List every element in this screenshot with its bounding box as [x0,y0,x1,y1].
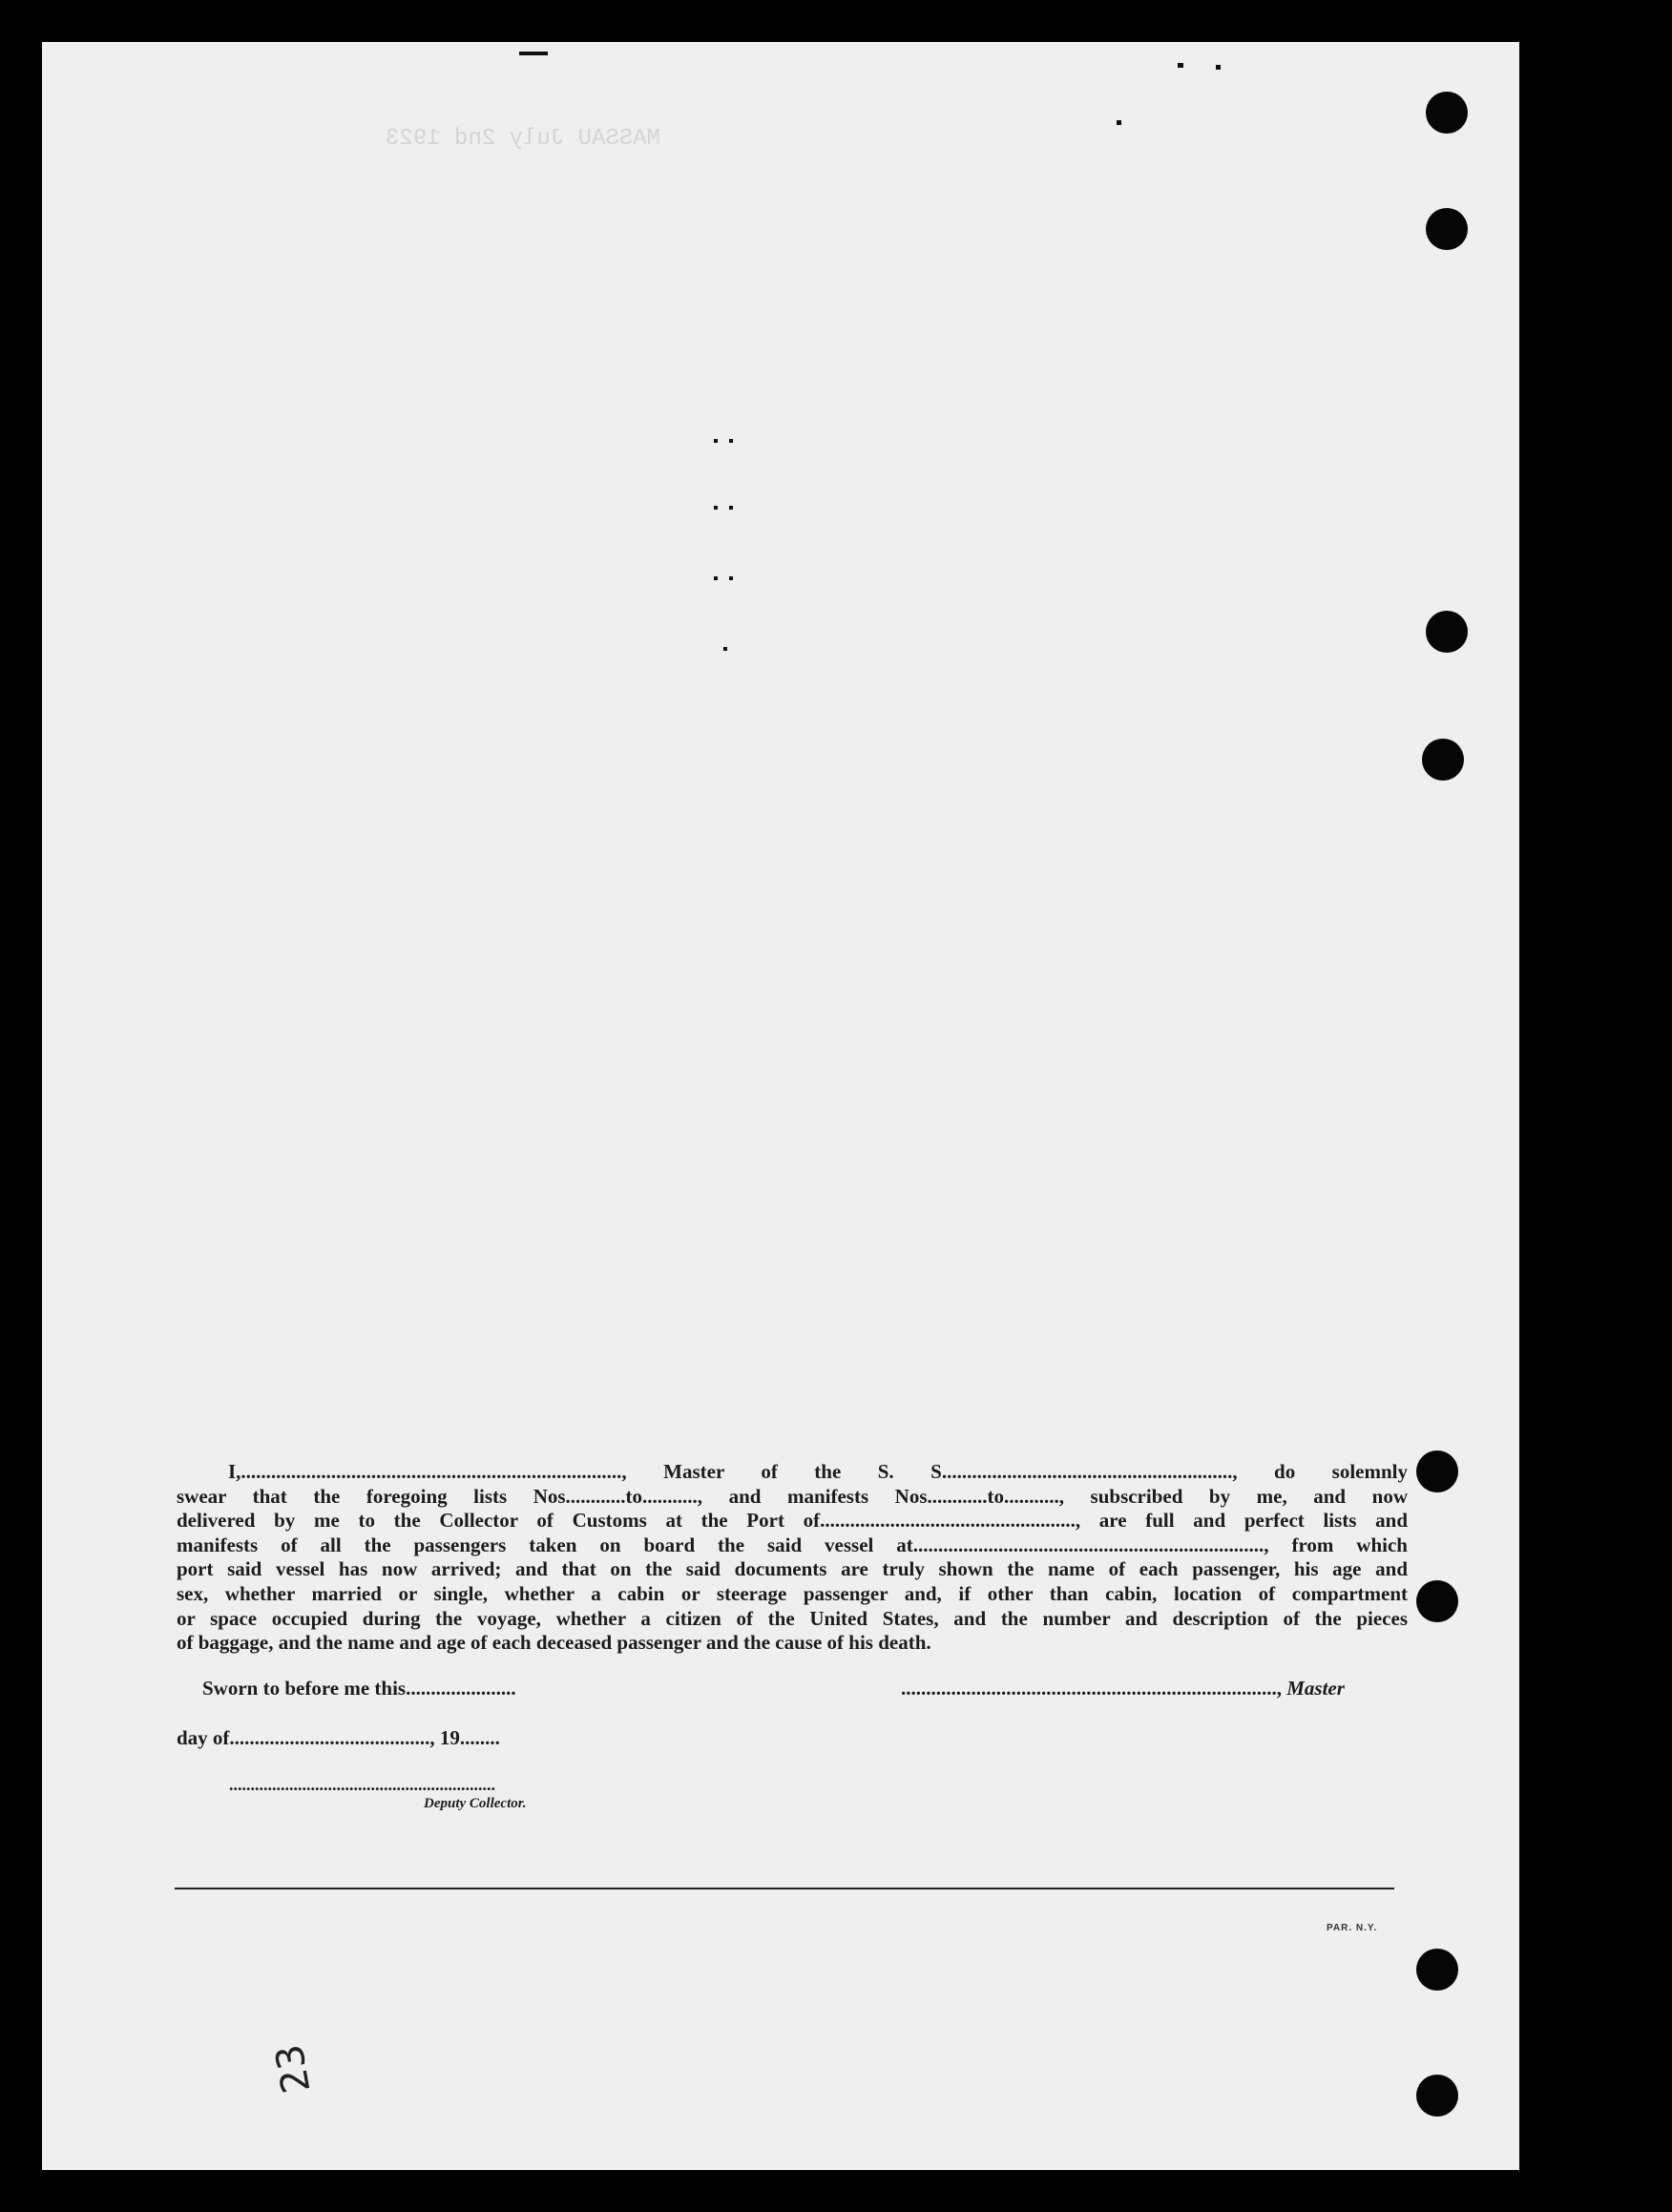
sworn-line: Sworn to before me this...................... [202,1677,516,1700]
punch-hole [1416,2075,1458,2117]
ink-speck [1216,65,1221,70]
punch-hole [1426,208,1468,250]
printer-mark: PAR. N.Y. [1327,1923,1378,1933]
ink-speck [1117,120,1121,125]
master-signature-dots: ..........................................................................., [901,1677,1282,1700]
punch-hole [1426,611,1468,653]
ink-speck [729,506,733,510]
ink-speck [1178,63,1183,68]
oath-line: sex, whether married or single, whether a cabin or steerage passenger and, if other than cabin, location of compartment [177,1581,1408,1605]
oath-line: port said vessel has now arrived; and that on the said documents are truly shown the name of each passenger, his age and [177,1557,1408,1581]
handwritten-number: 23 [267,2040,320,2097]
ink-speck [714,576,718,580]
ink-speck [729,439,733,443]
horizontal-rule [175,1888,1394,1889]
oath-line: manifests of all the passengers taken on board the said vessel at......................................................................, from which [177,1533,1408,1556]
ink-speck [714,439,718,443]
document-page [42,42,1519,2170]
day-of-line: day of........................................, 19........ [177,1726,500,1749]
ink-speck [729,576,733,580]
deputy-collector-label: Deputy Collector. [424,1796,527,1811]
oath-line: or space occupied during the voyage, whether a citizen of the United States, and the number and description of the pieces [177,1606,1408,1630]
ink-speck [723,647,727,651]
oath-line: I,............................................................................, Master of the S. S.........................................................., do solemnly [228,1460,1408,1483]
ink-speck [714,506,718,510]
punch-hole [1426,92,1468,134]
oath-line: delivered by me to the Collector of Customs at the Port of..................................................., are full and perfect lists and [177,1509,1408,1533]
masters-oath-paragraph [177,1460,1408,1656]
master-signature-line [901,1677,1345,1701]
oath-line: of baggage, and the name and age of each deceased passenger and the cause of his death. [177,1631,931,1655]
punch-hole [1416,1949,1458,1991]
master-label: Master [1286,1677,1345,1700]
oath-line: swear that the foregoing lists Nos............to..........., and manifests Nos............to..........., subscribed by me, and now [177,1484,1408,1508]
punch-hole [1416,1580,1458,1622]
deputy-signature-dots: .............................................................. [229,1775,495,1794]
bleed-through-text: MASSAU July 2nd 1923 [386,126,661,152]
punch-hole [1422,739,1464,781]
punch-hole [1416,1450,1458,1492]
ink-speck [519,52,548,55]
